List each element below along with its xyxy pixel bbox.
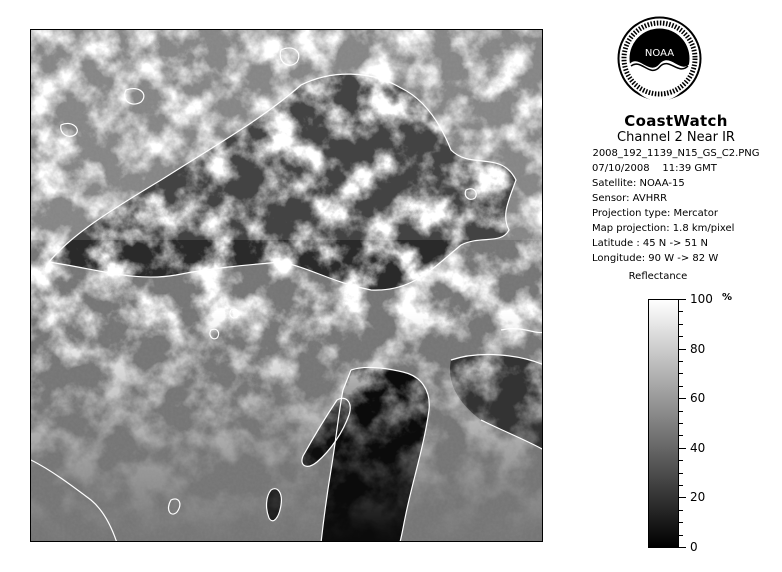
satellite-image [30, 29, 543, 542]
colorbar-tick-label: 80 [690, 342, 706, 356]
colorbar-minor-tick [679, 336, 683, 337]
file-name: 2008_192_1139_N15_GS_C2.PNG [592, 148, 760, 159]
colorbar-minor-tick [679, 324, 683, 325]
colorbar-major-tick [679, 299, 686, 300]
colorbar-tick-label: 100 [690, 292, 713, 306]
colorbar-tick-label: 0 [690, 540, 698, 554]
colorbar-tick-label: 60 [690, 391, 706, 405]
colorbar-minor-tick [679, 522, 683, 523]
colorbar-tick-label: 40 [690, 441, 706, 455]
sensor-info: Sensor: AVHRR [592, 193, 668, 204]
colorbar-minor-tick [679, 485, 683, 486]
app-title: CoastWatch [624, 112, 728, 130]
reflectance-colorbar [648, 299, 679, 548]
date-time [592, 163, 717, 174]
projection-type-info: Projection type: Mercator [592, 208, 718, 219]
colorbar-major-tick [679, 547, 686, 548]
time-value: 11:39 GMT [662, 163, 717, 174]
colorbar-minor-tick [679, 311, 683, 312]
colorbar-major-tick [679, 398, 686, 399]
scale-title: Reflectance [628, 271, 688, 282]
colorbar-major-tick [679, 497, 686, 498]
colorbar-minor-tick [679, 535, 683, 536]
colorbar-minor-tick [679, 435, 683, 436]
colorbar-major-tick [679, 448, 686, 449]
map-projection-info: Map projection: 1.8 km/pixel [592, 223, 735, 234]
noaa-logo [617, 16, 702, 101]
colorbar-major-tick [679, 349, 686, 350]
latitude-info: Latitude : 45 N -> 51 N [592, 238, 708, 249]
satellite-map [31, 30, 543, 542]
colorbar-minor-tick [679, 361, 683, 362]
colorbar-minor-tick [679, 373, 683, 374]
colorbar-minor-tick [679, 473, 683, 474]
channel-name: Channel 2 Near IR [617, 130, 735, 145]
noaa-logo-text: NOAA [644, 48, 675, 59]
colorbar-minor-tick [679, 423, 683, 424]
scale-unit: % [722, 292, 733, 303]
date-value: 07/10/2008 [592, 163, 650, 174]
colorbar-minor-tick [679, 460, 683, 461]
longitude-info: Longitude: 90 W -> 82 W [592, 253, 719, 264]
colorbar-minor-tick [679, 411, 683, 412]
satellite-info: Satellite: NOAA-15 [592, 178, 685, 189]
colorbar-minor-tick [679, 386, 683, 387]
colorbar-tick-label: 20 [690, 490, 706, 504]
colorbar-minor-tick [679, 510, 683, 511]
